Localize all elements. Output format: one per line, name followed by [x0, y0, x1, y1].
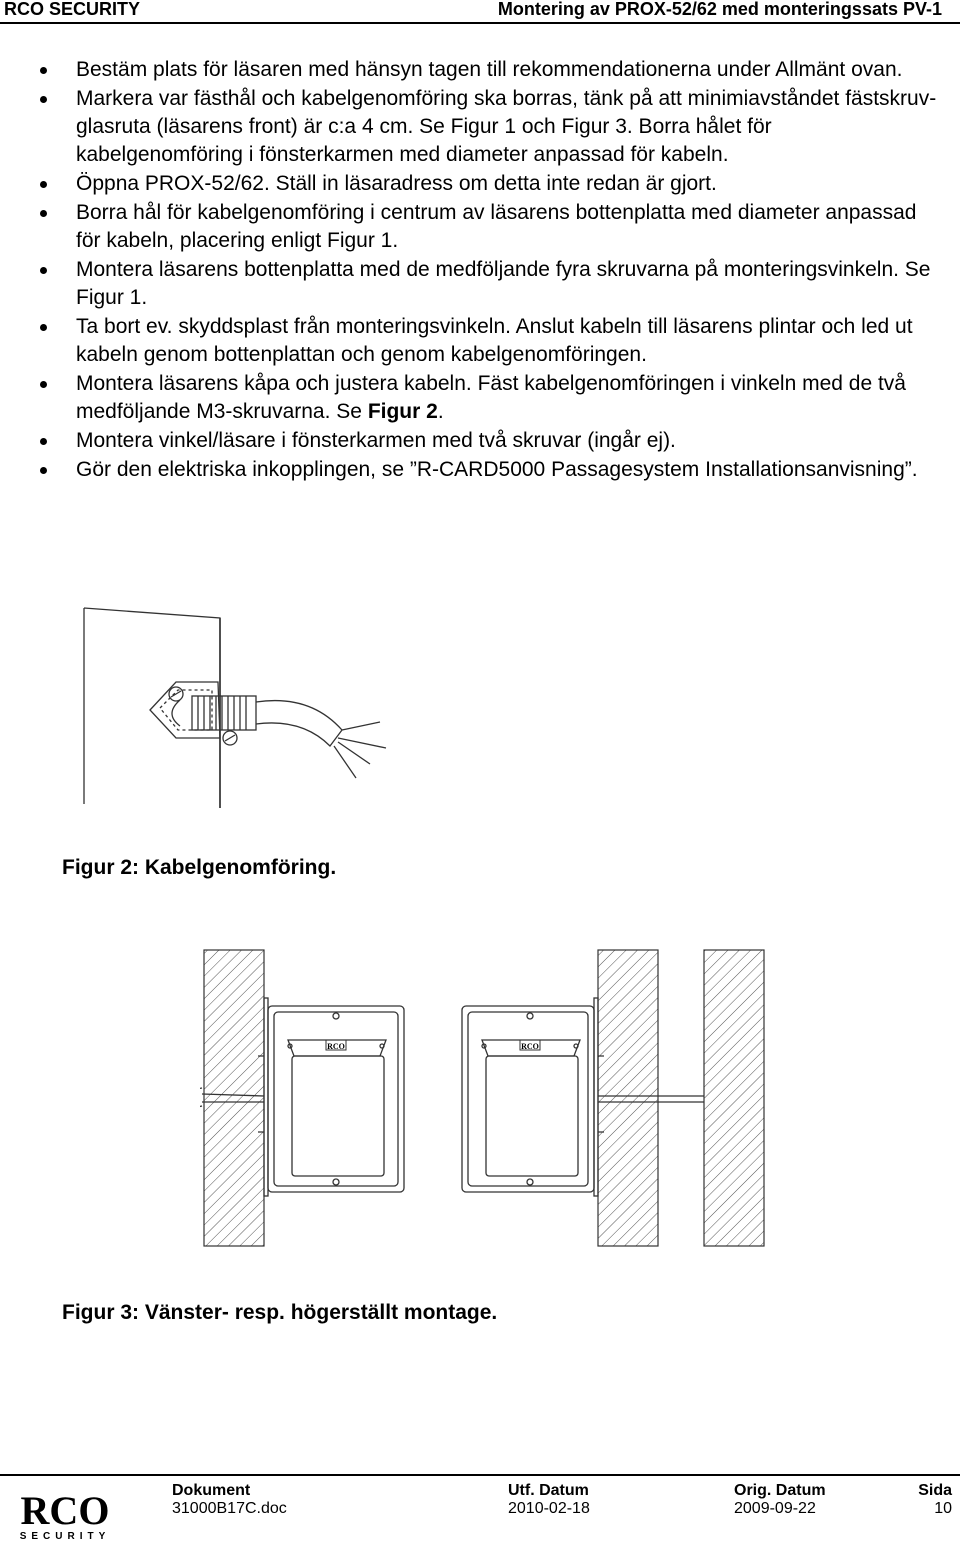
footer-utf-datum: Utf. Datum 2010-02-18 — [508, 1482, 590, 1517]
figure-reference: Figur 2 — [367, 400, 438, 423]
header-document-title: Montering av PROX-52/62 med monteringssats PV-1 — [497, 0, 942, 19]
list-item: Markera var fästhål och kabelgenomföring ska borras, tänk på att minimiavståndet fästskruv-glasruta (läsarens front) är c:a 4 cm. Se Figur 1 och Figur 3. Borra hålet för kabelgenomföring i fönsterkarmen med diameter anpassad för kabeln. — [40, 85, 940, 169]
bullet-icon — [40, 324, 47, 331]
page-header — [0, 0, 960, 24]
page-footer — [0, 1474, 960, 1544]
instruction-list — [40, 56, 940, 485]
list-item: Bestäm plats för läsaren med hänsyn tagen till rekommendationerna under Allmänt ovan. — [40, 56, 940, 84]
list-item: Montera läsarens kåpa och justera kabeln. Fäst kabelgenomföringen i vinkeln med de två medföljande M3-skruvarna. Se Figur 2. — [40, 370, 940, 426]
figure-3-caption: Figur 3: Vänster- resp. högerställt montage. — [62, 1301, 498, 1324]
list-item: Öppna PROX-52/62. Ställ in läsaradress om detta inte redan är gjort. — [40, 170, 940, 198]
svg-text:RCO: RCO — [20, 1488, 110, 1533]
footer-document: Dokument 31000B17C.doc — [172, 1482, 287, 1517]
list-item: Gör den elektriska inkopplingen, se ”R-CARD5000 Passagesystem Installationsanvisning”. — [40, 456, 940, 484]
figure-3-mounting-drawing — [200, 946, 770, 1250]
bullet-icon — [40, 67, 47, 74]
bullet-icon — [40, 210, 47, 217]
bullet-icon — [40, 467, 47, 474]
list-item: Borra hål för kabelgenomföring i centrum av läsarens bottenplatta med diameter anpassad för kabeln, placering enligt Figur 1. — [40, 199, 940, 255]
footer-orig-datum: Orig. Datum 2009-09-22 — [734, 1482, 826, 1517]
bullet-icon — [40, 267, 47, 274]
footer-page: Sida 10 — [918, 1482, 952, 1517]
bullet-icon — [40, 381, 47, 388]
svg-text:SECURITY: SECURITY — [19, 1531, 111, 1542]
bullet-icon — [40, 96, 47, 103]
reader-logo-left: RCO — [327, 1042, 345, 1051]
figure-2-cable-gland-drawing — [80, 598, 420, 824]
reader-logo-right: RCO — [521, 1042, 539, 1051]
rco-security-logo — [14, 1484, 116, 1542]
list-item: Montera vinkel/läsare i fönsterkarmen med två skruvar (ingår ej). — [40, 427, 940, 455]
header-company: RCO SECURITY — [4, 0, 141, 19]
bullet-icon — [40, 438, 47, 445]
list-item: Ta bort ev. skyddsplast från monteringsvinkeln. Anslut kabeln till läsarens plintar och led ut kabeln genom bottenplattan och genom kabelgenomföringen. — [40, 313, 940, 369]
footer-divider — [0, 1474, 960, 1476]
bullet-icon — [40, 181, 47, 188]
list-item: Montera läsarens bottenplatta med de medföljande fyra skruvarna på monteringsvinkeln. Se Figur 1. — [40, 256, 940, 312]
figure-2-caption: Figur 2: Kabelgenomföring. — [62, 856, 337, 879]
